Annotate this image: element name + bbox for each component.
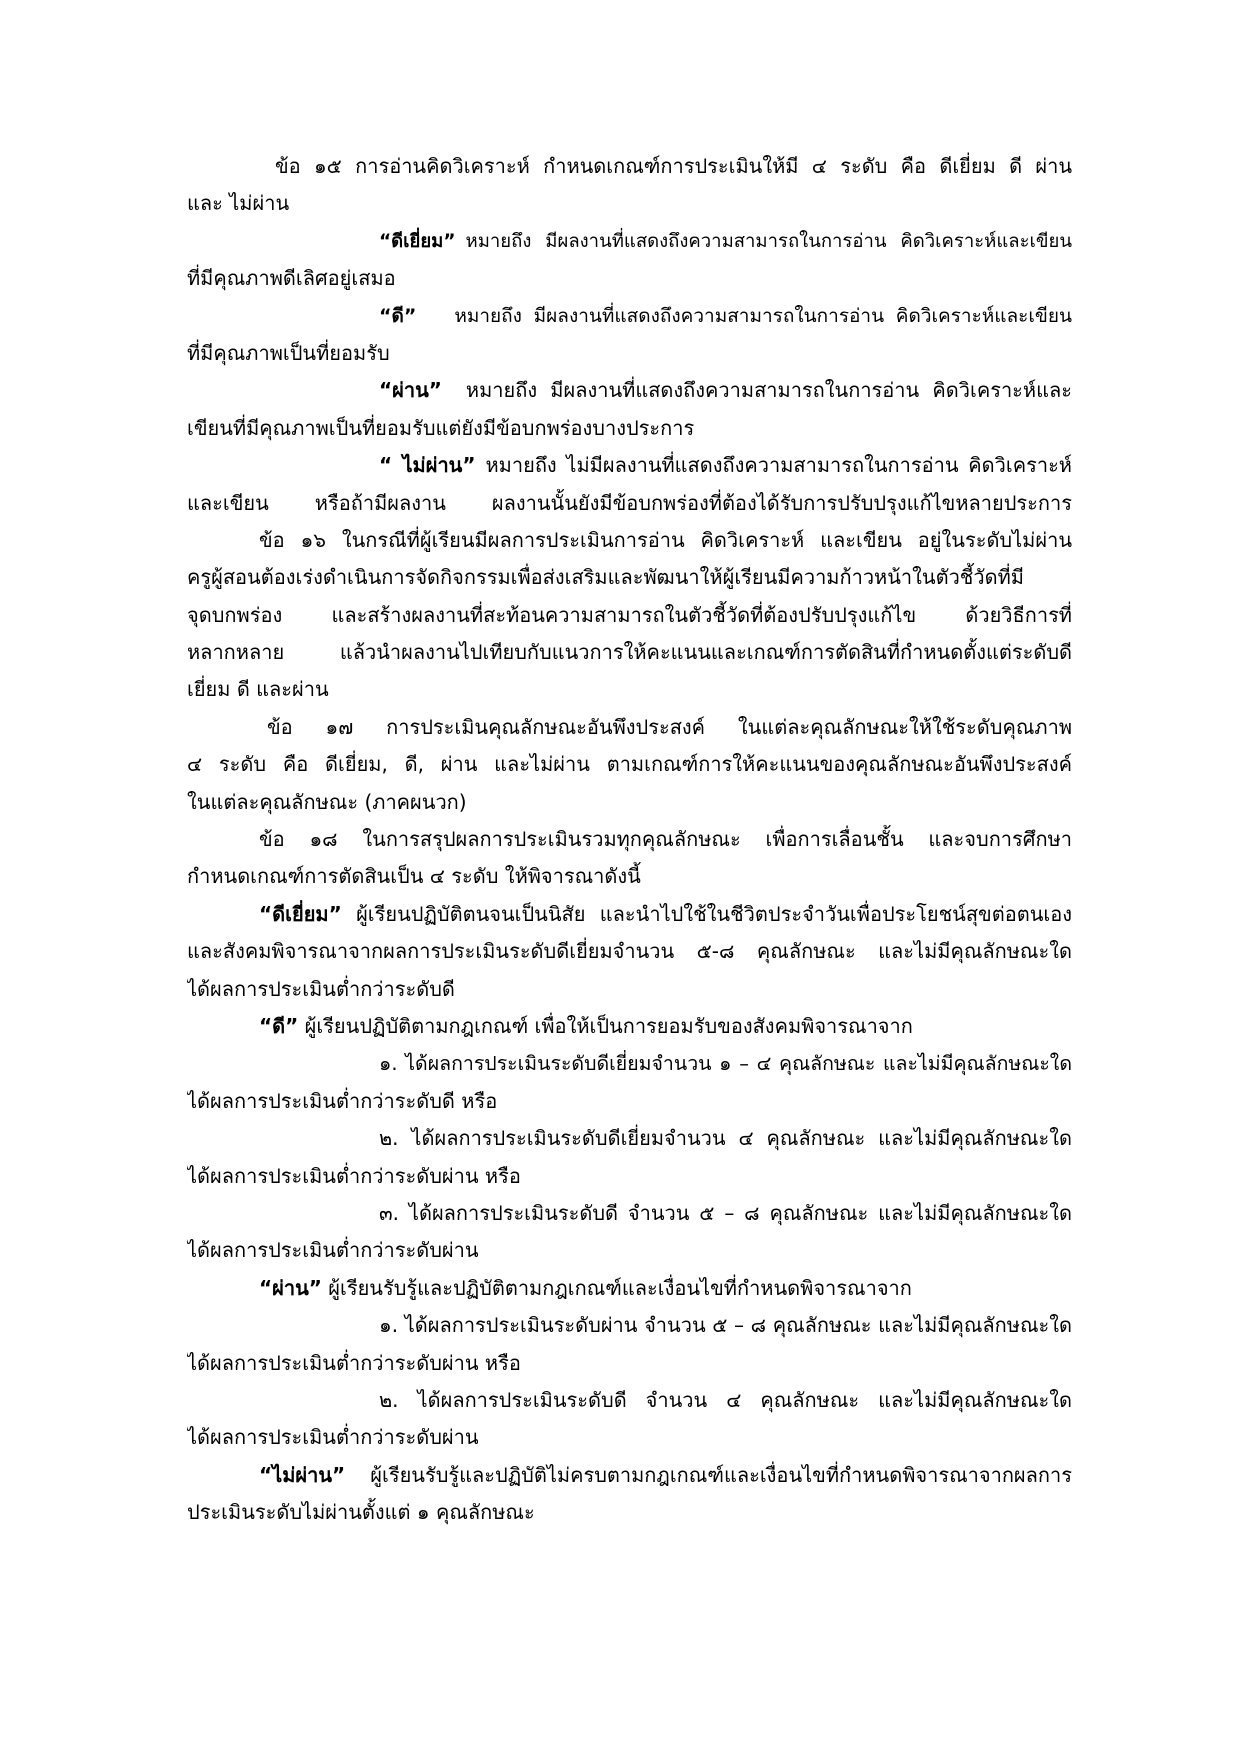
summary-good-sub-1-a: ๑. ได้ผลการประเมินระดับดีเยี่ยมจำนวน ๑ – ๔ คุณลักษณะ และไม่มีคุณลักษณะใด [379, 1052, 1072, 1076]
summary-good-sub-2-a: ๒. ได้ผลการประเมินระดับดีเยี่ยมจำนวน ๔ คุณลักษณะ และไม่มีคุณลักษณะใด [379, 1126, 1072, 1151]
summary-term-pass: “ผ่าน” [259, 1275, 322, 1300]
summary-pass-desc: ผู้เรียนรับรู้และปฏิบัติตามกฎเกณฑ์และเงื่อนไขที่กำหนดพิจารณาจาก [321, 1275, 912, 1300]
level-excellent-desc: หมายถึง มีผลงานที่แสดงถึงความสามารถในการอ่าน คิดวิเคราะห์และเขียน [465, 230, 1072, 252]
level-excellent-line [187, 223, 1072, 260]
summary-term-excellent: “ดีเยี่ยม” [259, 901, 342, 926]
level-pass-desc: หมายถึง มีผลงานที่แสดงถึงความสามารถในการอ่าน คิดวิเคราะห์และ [465, 378, 1072, 403]
summary-fail-line [187, 1457, 1072, 1494]
level-good-cont: ที่มีคุณภาพเป็นที่ยอมรับ [187, 340, 390, 365]
summary-good-line [187, 1008, 1072, 1045]
summary-term-fail: “ไม่ผ่าน” [259, 1462, 346, 1487]
summary-good-sub-1-b: ได้ผลการประเมินต่ำกว่าระดับดี หรือ [187, 1088, 498, 1113]
level-fail-desc: หมายถึง ไม่มีผลงานที่แสดงถึงความสามารถในการอ่าน คิดวิเคราะห์ [485, 453, 1072, 478]
summary-excellent-desc: ผู้เรียนปฏิบัติตนจนเป็นนิสัย และนำไปใช้ในชีวิตประจำวันเพื่อประโยชน์สุขต่อตนเอง [341, 901, 1072, 926]
level-excellent-cont: ที่มีคุณภาพดีเลิศอยู่เสมอ [187, 266, 396, 291]
summary-pass-sub-2-a: ๒. ได้ผลการประเมินระดับดี จำนวน ๔ คุณลักษณะ และไม่มีคุณลักษณะใด [379, 1387, 1072, 1412]
summary-fail-desc: ผู้เรียนรับรู้และปฏิบัติไม่ครบตามกฎเกณฑ์และเงื่อนไขที่กำหนดพิจารณาจากผลการ [345, 1462, 1072, 1487]
summary-pass-sub-1-a: ๑. ได้ผลการประเมินระดับผ่าน จำนวน ๕ – ๘ คุณลักษณะ และไม่มีคุณลักษณะใด [379, 1313, 1072, 1338]
item-15-line-2: และ ไม่ผ่าน [187, 191, 290, 216]
term-fail: “ ไม่ผ่าน” [379, 453, 476, 478]
summary-fail-cont: ประเมินระดับไม่ผ่านตั้งแต่ ๑ คุณลักษณะ [187, 1500, 535, 1525]
summary-excellent-line [187, 896, 1072, 933]
summary-excellent-cont-2: ได้ผลการประเมินต่ำกว่าระดับดี [187, 976, 455, 1001]
term-excellent: “ดีเยี่ยม” [379, 230, 456, 252]
item-16-line-4: หลากหลาย แล้วนำผลงานไปเทียบกับแนวการให้คะแนนและเกณฑ์การตัดสินที่กำหนดตั้งแต่ระดับดี [187, 640, 1072, 665]
summary-good-desc: ผู้เรียนปฏิบัติตามกฎเกณฑ์ เพื่อให้เป็นการยอมรับของสังคมพิจารณาจาก [298, 1013, 913, 1038]
item-17-line-2: ๔ ระดับ คือ ดีเยี่ยม, ดี, ผ่าน และไม่ผ่าน ตามเกณฑ์การให้คะแนนของคุณลักษณะอันพึงประสงค์ [187, 752, 1072, 777]
summary-good-sub-2-b: ได้ผลการประเมินต่ำกว่าระดับผ่าน หรือ [187, 1163, 521, 1188]
item-16-line-2: ครูผู้สอนต้องเร่งดำเนินการจัดกิจกรรมเพื่อส่งเสริมและพัฒนาให้ผู้เรียนมีความก้าวหน้าในตัวชี้วัดที่มี [187, 565, 1024, 590]
summary-pass-sub-1-b: ได้ผลการประเมินต่ำกว่าระดับผ่าน หรือ [187, 1350, 521, 1375]
level-fail-line [187, 447, 1072, 484]
item-16-line-5: เยี่ยม ดี และผ่าน [187, 677, 329, 702]
item-16-line-1: ข้อ ๑๖ ในกรณีที่ผู้เรียนมีผลการประเมินการอ่าน คิดวิเคราะห์ และเขียน อยู่ในระดับไม่ผ่าน [259, 527, 1072, 552]
term-pass: “ผ่าน” [379, 378, 442, 403]
summary-good-sub-3-b: ได้ผลการประเมินต่ำกว่าระดับผ่าน [187, 1238, 479, 1263]
level-fail-cont: และเขียน หรือถ้ามีผลงาน ผลงานนั้นยังมีข้อบกพร่องที่ต้องได้รับการปรับปรุงแก้ไขหลายประการ [187, 490, 1072, 515]
item-17-line-1: ข้อ ๑๗ การประเมินคุณลักษณะอันพึงประสงค์ ในแต่ละคุณลักษณะให้ใช้ระดับคุณภาพ [267, 714, 1072, 739]
item-18-line-1: ข้อ ๑๘ ในการสรุปผลการประเมินรวมทุกคุณลักษณะ เพื่อการเลื่อนชั้น และจบการศึกษา [259, 827, 1072, 852]
summary-excellent-cont-1: และสังคมพิจารณาจากผลการประเมินระดับดีเยี่ยมจำนวน ๕-๘ คุณลักษณะ และไม่มีคุณลักษณะใด [187, 939, 1072, 964]
summary-term-good: “ดี” [259, 1013, 299, 1038]
item-15-line-1: ข้อ ๑๕ การอ่านคิดวิเคราะห์ กำหนดเกณฑ์การประเมินให้มี ๔ ระดับ คือ ดีเยี่ยม ดี ผ่าน [275, 154, 1072, 178]
item-16-line-3: จุดบกพร่อง และสร้างผลงานที่สะท้อนความสามารถในตัวชี้วัดที่ต้องปรับปรุงแก้ไข ด้วยวิธีการที่ [187, 602, 1072, 627]
level-good-desc: หมายถึง มีผลงานที่แสดงถึงความสามารถในการอ่าน คิดวิเคราะห์และเขียน [454, 304, 1072, 327]
term-good: “ดี” [379, 304, 417, 327]
item-17-line-3: ในแต่ละคุณลักษณะ (ภาคผนวก) [187, 789, 467, 814]
document-body [187, 148, 1072, 1531]
level-good-line [187, 298, 1072, 335]
item-18-line-2: กำหนดเกณฑ์การตัดสินเป็น ๔ ระดับ ให้พิจารณาดังนี้ [187, 864, 641, 889]
level-pass-line [187, 372, 1072, 409]
summary-pass-line [187, 1270, 1072, 1307]
summary-pass-sub-2-b: ได้ผลการประเมินต่ำกว่าระดับผ่าน [187, 1425, 479, 1450]
summary-good-sub-3-a: ๓. ได้ผลการประเมินระดับดี จำนวน ๕ – ๘ คุณลักษณะ และไม่มีคุณลักษณะใด [379, 1200, 1072, 1225]
level-pass-cont: เขียนที่มีคุณภาพเป็นที่ยอมรับแต่ยังมีข้อบกพร่องบางประการ [187, 415, 695, 440]
